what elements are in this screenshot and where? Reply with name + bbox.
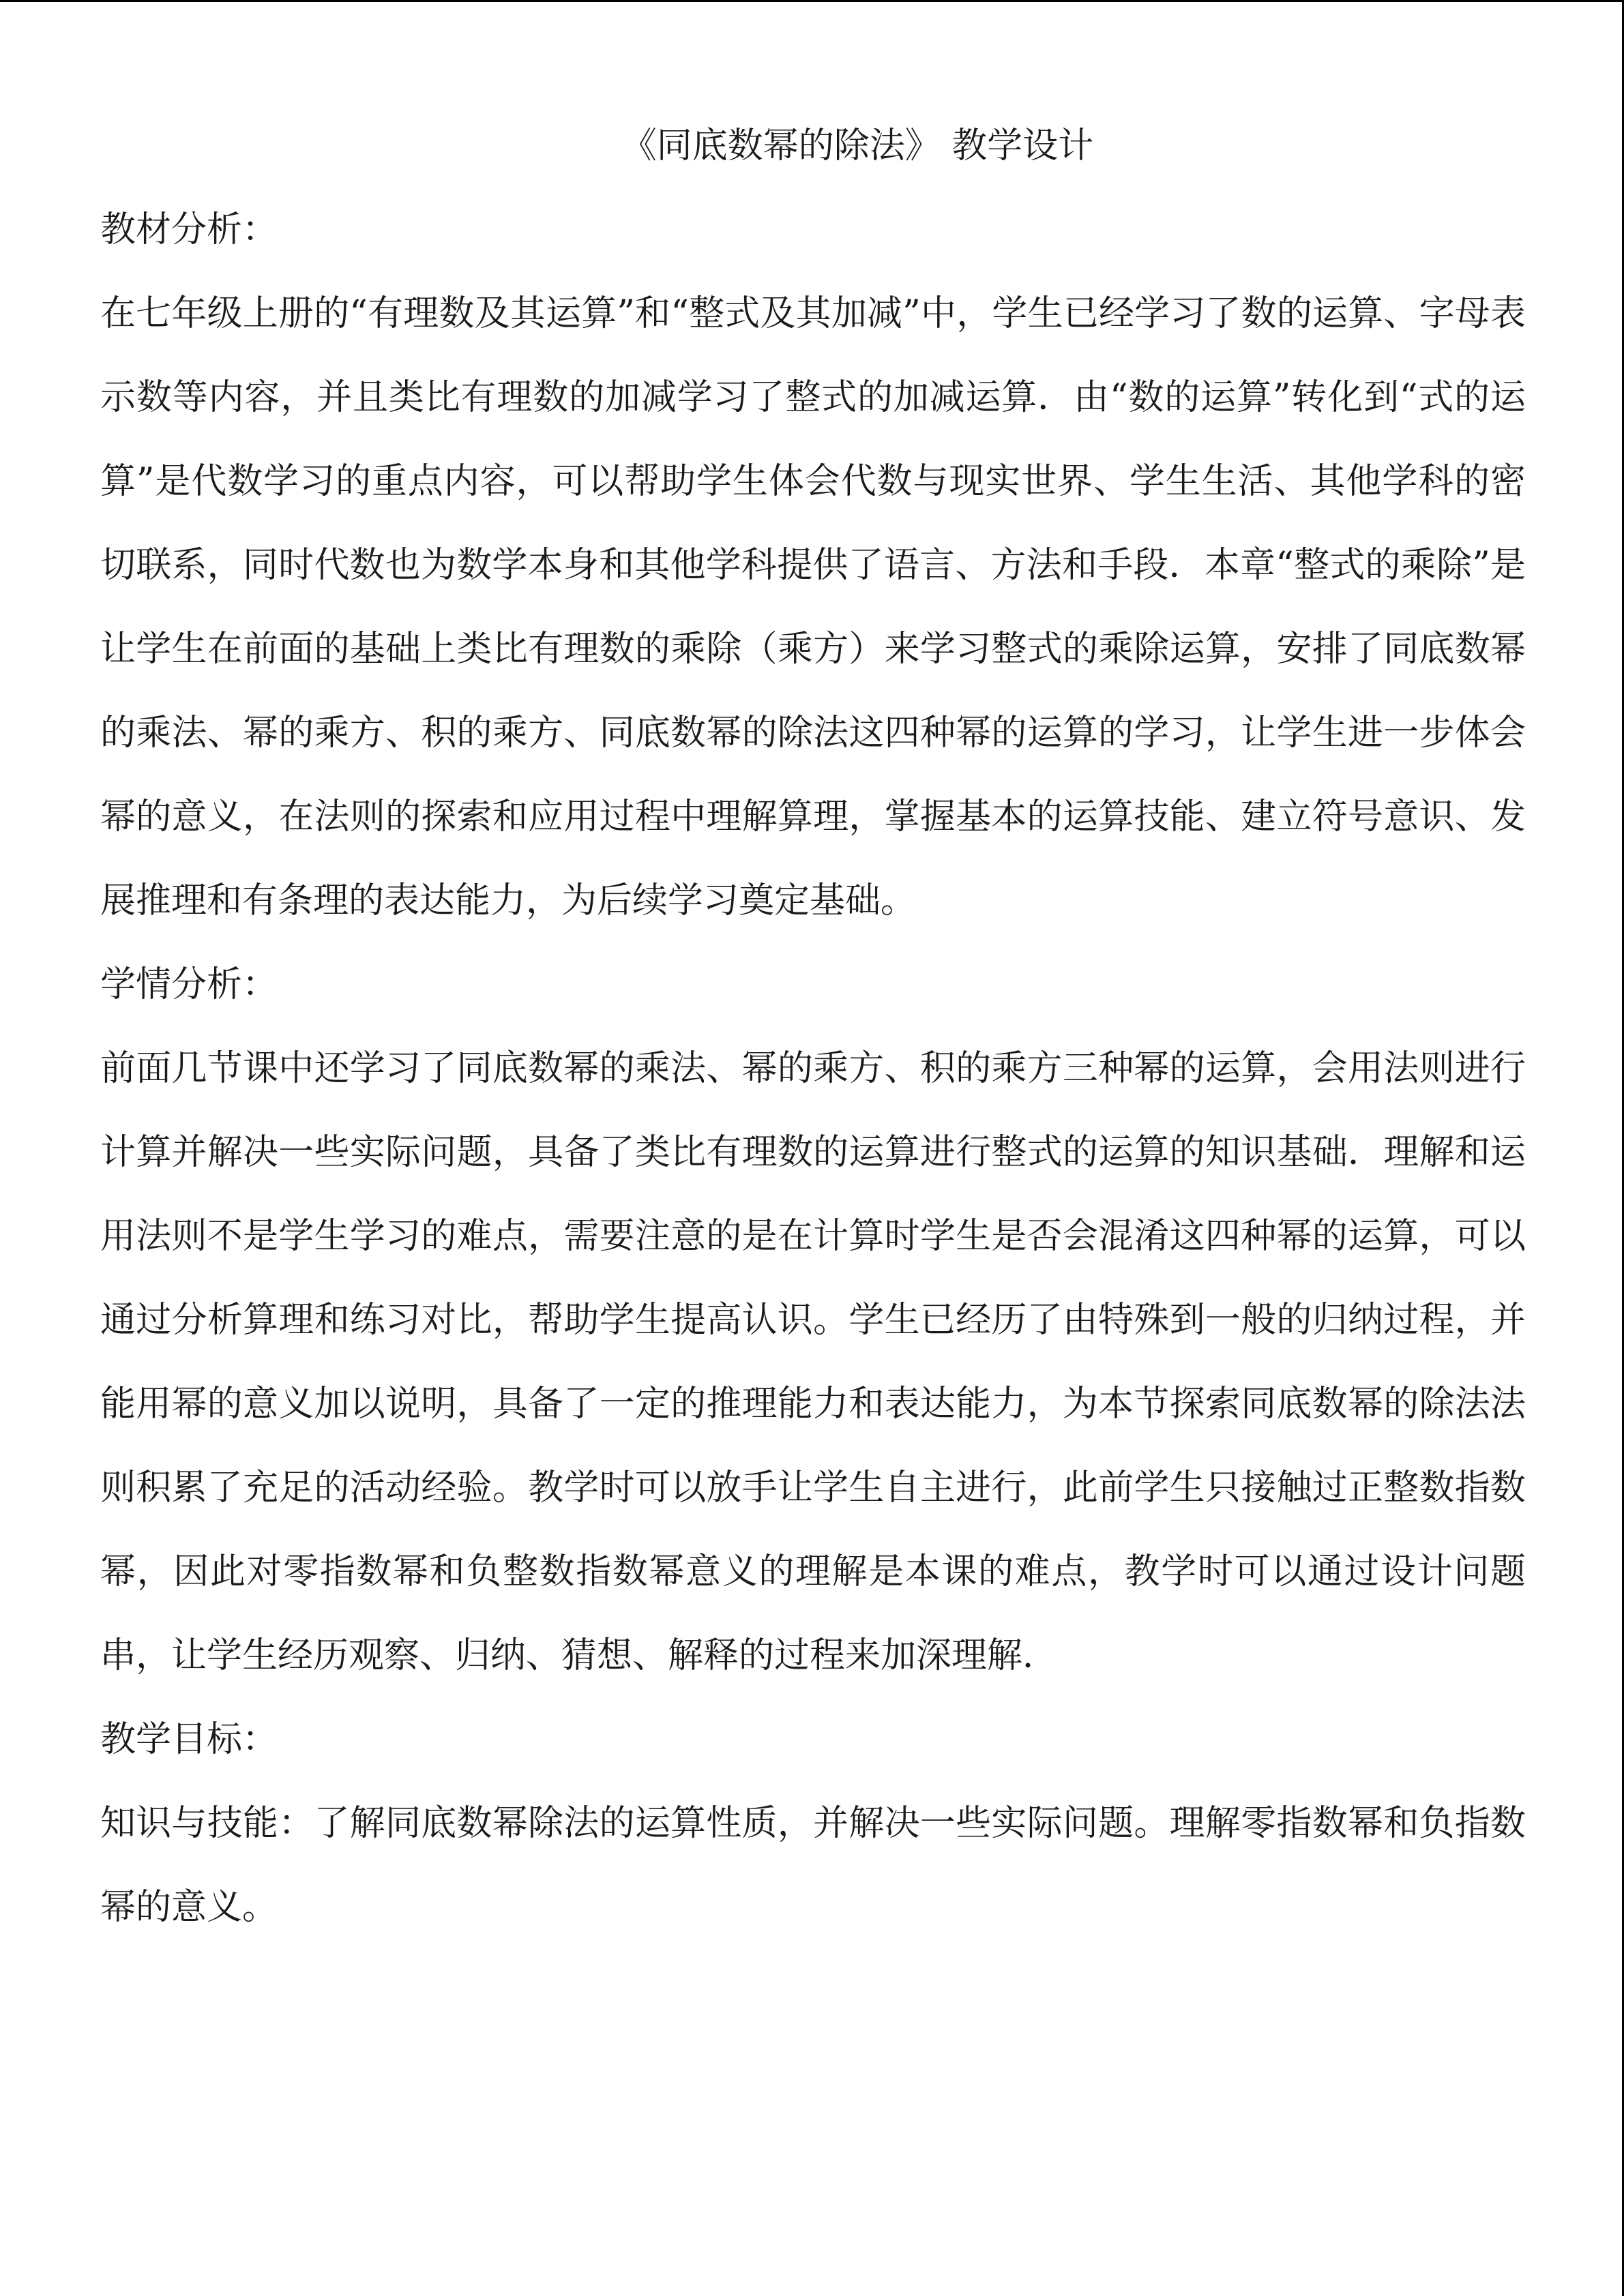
section-body-teaching-objectives: 知识与技能：了解同底数幂除法的运算性质，并解决一些实际问题。理解零指数幂和负指数幂的意义。 xyxy=(100,1803,1526,1928)
document-title: 《同底数幂的除法》 教学设计 xyxy=(621,125,1094,166)
section-heading-teaching-objectives: 教学目标： xyxy=(100,1719,278,1760)
section-body-student-analysis: 前面几节课中还学习了同底数幂的乘法、幂的乘方、积的乘方三种幂的运算，会用法则进行计算并解决一些实际问题，具备了类比有理数的运算进行整式的运算的知识基础．理解和运用法则不是学生学习的难点，需要注意的是在计算时学生是否会混淆这四种幂的运算，可以通过分析算理和练习对比，帮助学生提高认识。学生已经历了由特殊到一般的归纳过程，并能用幂的意义加以说明，具备了一定的推理能力和表达能力，为本节探索同底数幂的除法法则积累了充足的活动经验。教学时可以放手让学生自主进行，此前学生只接触过正整数指数幂，因此对零指数幂和负整数指数幂意义的理解是本课的难点，教学时可以通过设计问题串，让学生经历观察、归纳、猜想、解释的过程来加深理解． xyxy=(100,1048,1526,1676)
document-content xyxy=(100,104,1526,1950)
section-body-textbook-analysis: 在七年级上册的“有理数及其运算”和“整式及其加减”中，学生已经学习了数的运算、字母表示数等内容，并且类比有理数的加减学习了整式的加减运算．由“数的运算”转化到“式的运算”是代数学习的重点内容，可以帮助学生体会代数与现实世界、学生生活、其他学科的密切联系，同时代数也为数学本身和其他学科提供了语言、方法和手段．本章“整式的乘除”是让学生在前面的基础上类比有理数的乘除（乘方）来学习整式的乘除运算，安排了同底数幂的乘法、幂的乘方、积的乘方、同底数幂的除法这四种幂的运算的学习，让学生进一步体会幂的意义，在法则的探索和应用过程中理解算理，掌握基本的运算技能、建立符号意识、发展推理和有条理的表达能力，为后续学习奠定基础。 xyxy=(100,293,1526,921)
section-heading-textbook-analysis: 教材分析： xyxy=(100,209,278,250)
section-heading-student-analysis: 学情分析： xyxy=(100,964,278,1005)
